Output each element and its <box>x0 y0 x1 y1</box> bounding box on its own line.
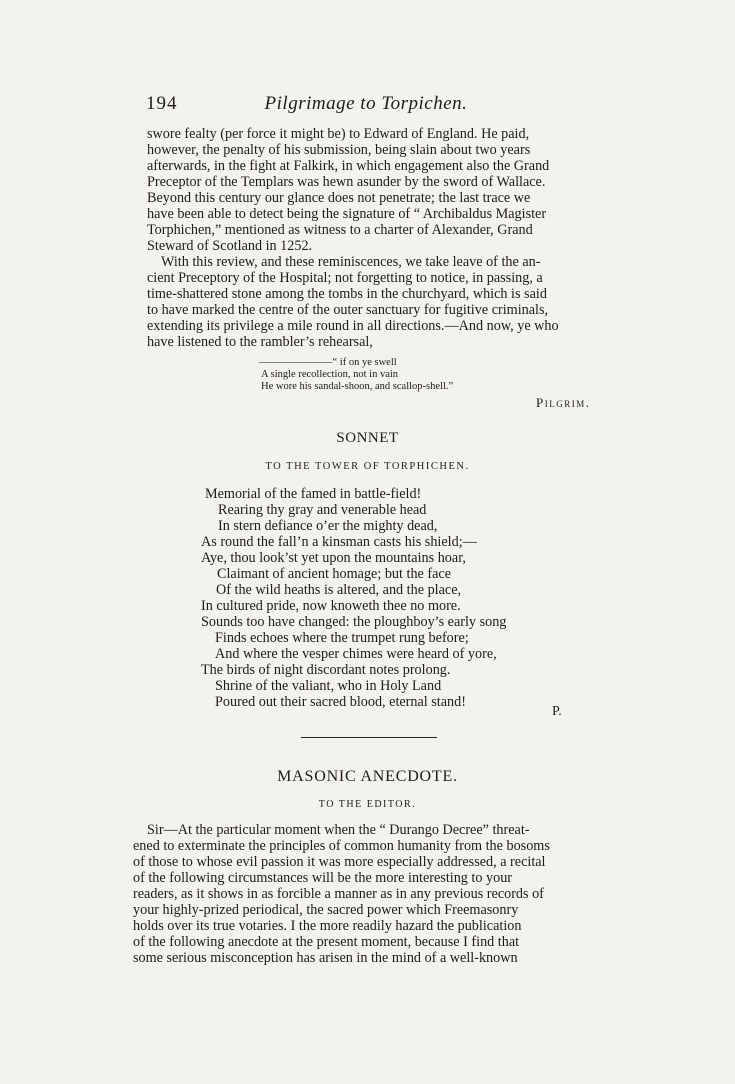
verse-line: As round the fall’n a kinsman casts his shield;— <box>201 534 477 550</box>
verse-line: Sounds too have changed: the ploughboy’s early song <box>201 614 507 630</box>
verse-line: Aye, thou look’st yet upon the mountains hoar, <box>201 550 466 566</box>
verse-line: Rearing thy gray and venerable head <box>218 502 427 518</box>
anecdote-line: readers, as it shows in as forcible a manner as in any previous records of <box>133 886 544 902</box>
verse-line: Of the wild heaths is altered, and the place, <box>216 582 462 598</box>
intro-line: to have marked the centre of the outer sanctuary for fugitive criminals, <box>147 302 549 318</box>
intro-line: Torphichen,” mentioned as witness to a charter of Alexander, Grand <box>147 222 533 238</box>
intro-line: swore fealty (per force it might be) to Edward of England. He paid, <box>147 126 530 142</box>
quote-signature: Pilgrim. <box>536 395 591 410</box>
verse-line: Claimant of ancient homage; but the face <box>217 566 452 582</box>
verse-line: Finds echoes where the trumpet rung before; <box>215 630 469 646</box>
anecdote-line: your highly-prized periodical, the sacred power which Freemasonry <box>133 902 519 918</box>
sonnet-subtitle: TO THE TOWER OF TORPHICHEN. <box>265 461 470 472</box>
intro-line: Steward of Scotland in 1252. <box>147 238 313 254</box>
intro-line: time-shattered stone among the tombs in the churchyard, which is said <box>147 286 547 302</box>
sonnet-signature: P. <box>552 704 562 719</box>
anecdote-line: of the following anecdote at the present moment, because I find that <box>133 934 520 950</box>
verse-line: The birds of night discordant notes prolong. <box>201 662 451 678</box>
intro-line: have been able to detect being the signature of “ Archibaldus Magister <box>147 206 547 222</box>
section-divider <box>301 737 437 738</box>
verse-line: In stern defiance o’er the mighty dead, <box>218 518 438 534</box>
intro-line: have listened to the rambler’s rehearsal, <box>147 334 373 350</box>
intro-line: afterwards, in the fight at Falkirk, in which engagement also the Grand <box>147 158 550 174</box>
verse-line: Shrine of the valiant, who in Holy Land <box>215 678 442 694</box>
anecdote-line: of the following circumstances will be the more interesting to your <box>133 870 513 886</box>
running-title: Pilgrimage to Torpichen. <box>264 93 468 114</box>
anecdote-subtitle: TO THE EDITOR. <box>318 799 417 810</box>
page-number: 194 <box>146 93 178 114</box>
quote-line: A single recollection, not in vain <box>261 369 399 380</box>
verse-line: And where the vesper chimes were heard of yore, <box>215 646 497 662</box>
quote-line: He wore his sandal-shoon, and scallop-shell.” <box>261 381 454 392</box>
quote-line: ———————“ if on ye swell <box>259 357 397 368</box>
intro-line: With this review, and these reminiscences, we take leave of the an- <box>161 254 541 270</box>
anecdote-line: some serious misconception has arisen in the mind of a well-known <box>133 950 518 966</box>
anecdote-title: MASONIC ANECDOTE. <box>277 768 458 785</box>
anecdote-line: ened to exterminate the principles of common humanity from the bosoms <box>133 838 550 854</box>
verse-line: In cultured pride, now knoweth thee no more. <box>201 598 461 614</box>
intro-line: extending its privilege a mile round in all directions.—And now, ye who <box>147 318 559 334</box>
anecdote-line: of those to whose evil passion it was more especially addressed, a recital <box>133 854 546 870</box>
intro-line: however, the penalty of his submission, being slain about two years <box>147 142 531 158</box>
sonnet-title: SONNET <box>336 430 399 446</box>
intro-line: Preceptor of the Templars was hewn asunder by the sword of Wallace. <box>147 174 546 190</box>
anecdote-line: holds over its true votaries. I the more readily hazard the publication <box>133 918 522 934</box>
page-header <box>146 93 586 119</box>
verse-line: Memorial of the famed in battle-field! <box>205 486 422 502</box>
anecdote-line: Sir—At the particular moment when the “ Durango Decree” threat- <box>147 822 530 838</box>
intro-line: cient Preceptory of the Hospital; not forgetting to notice, in passing, a <box>147 270 543 286</box>
verse-line: Poured out their sacred blood, eternal stand! <box>215 694 466 710</box>
intro-line: Beyond this century our glance does not penetrate; the last trace we <box>147 190 531 206</box>
